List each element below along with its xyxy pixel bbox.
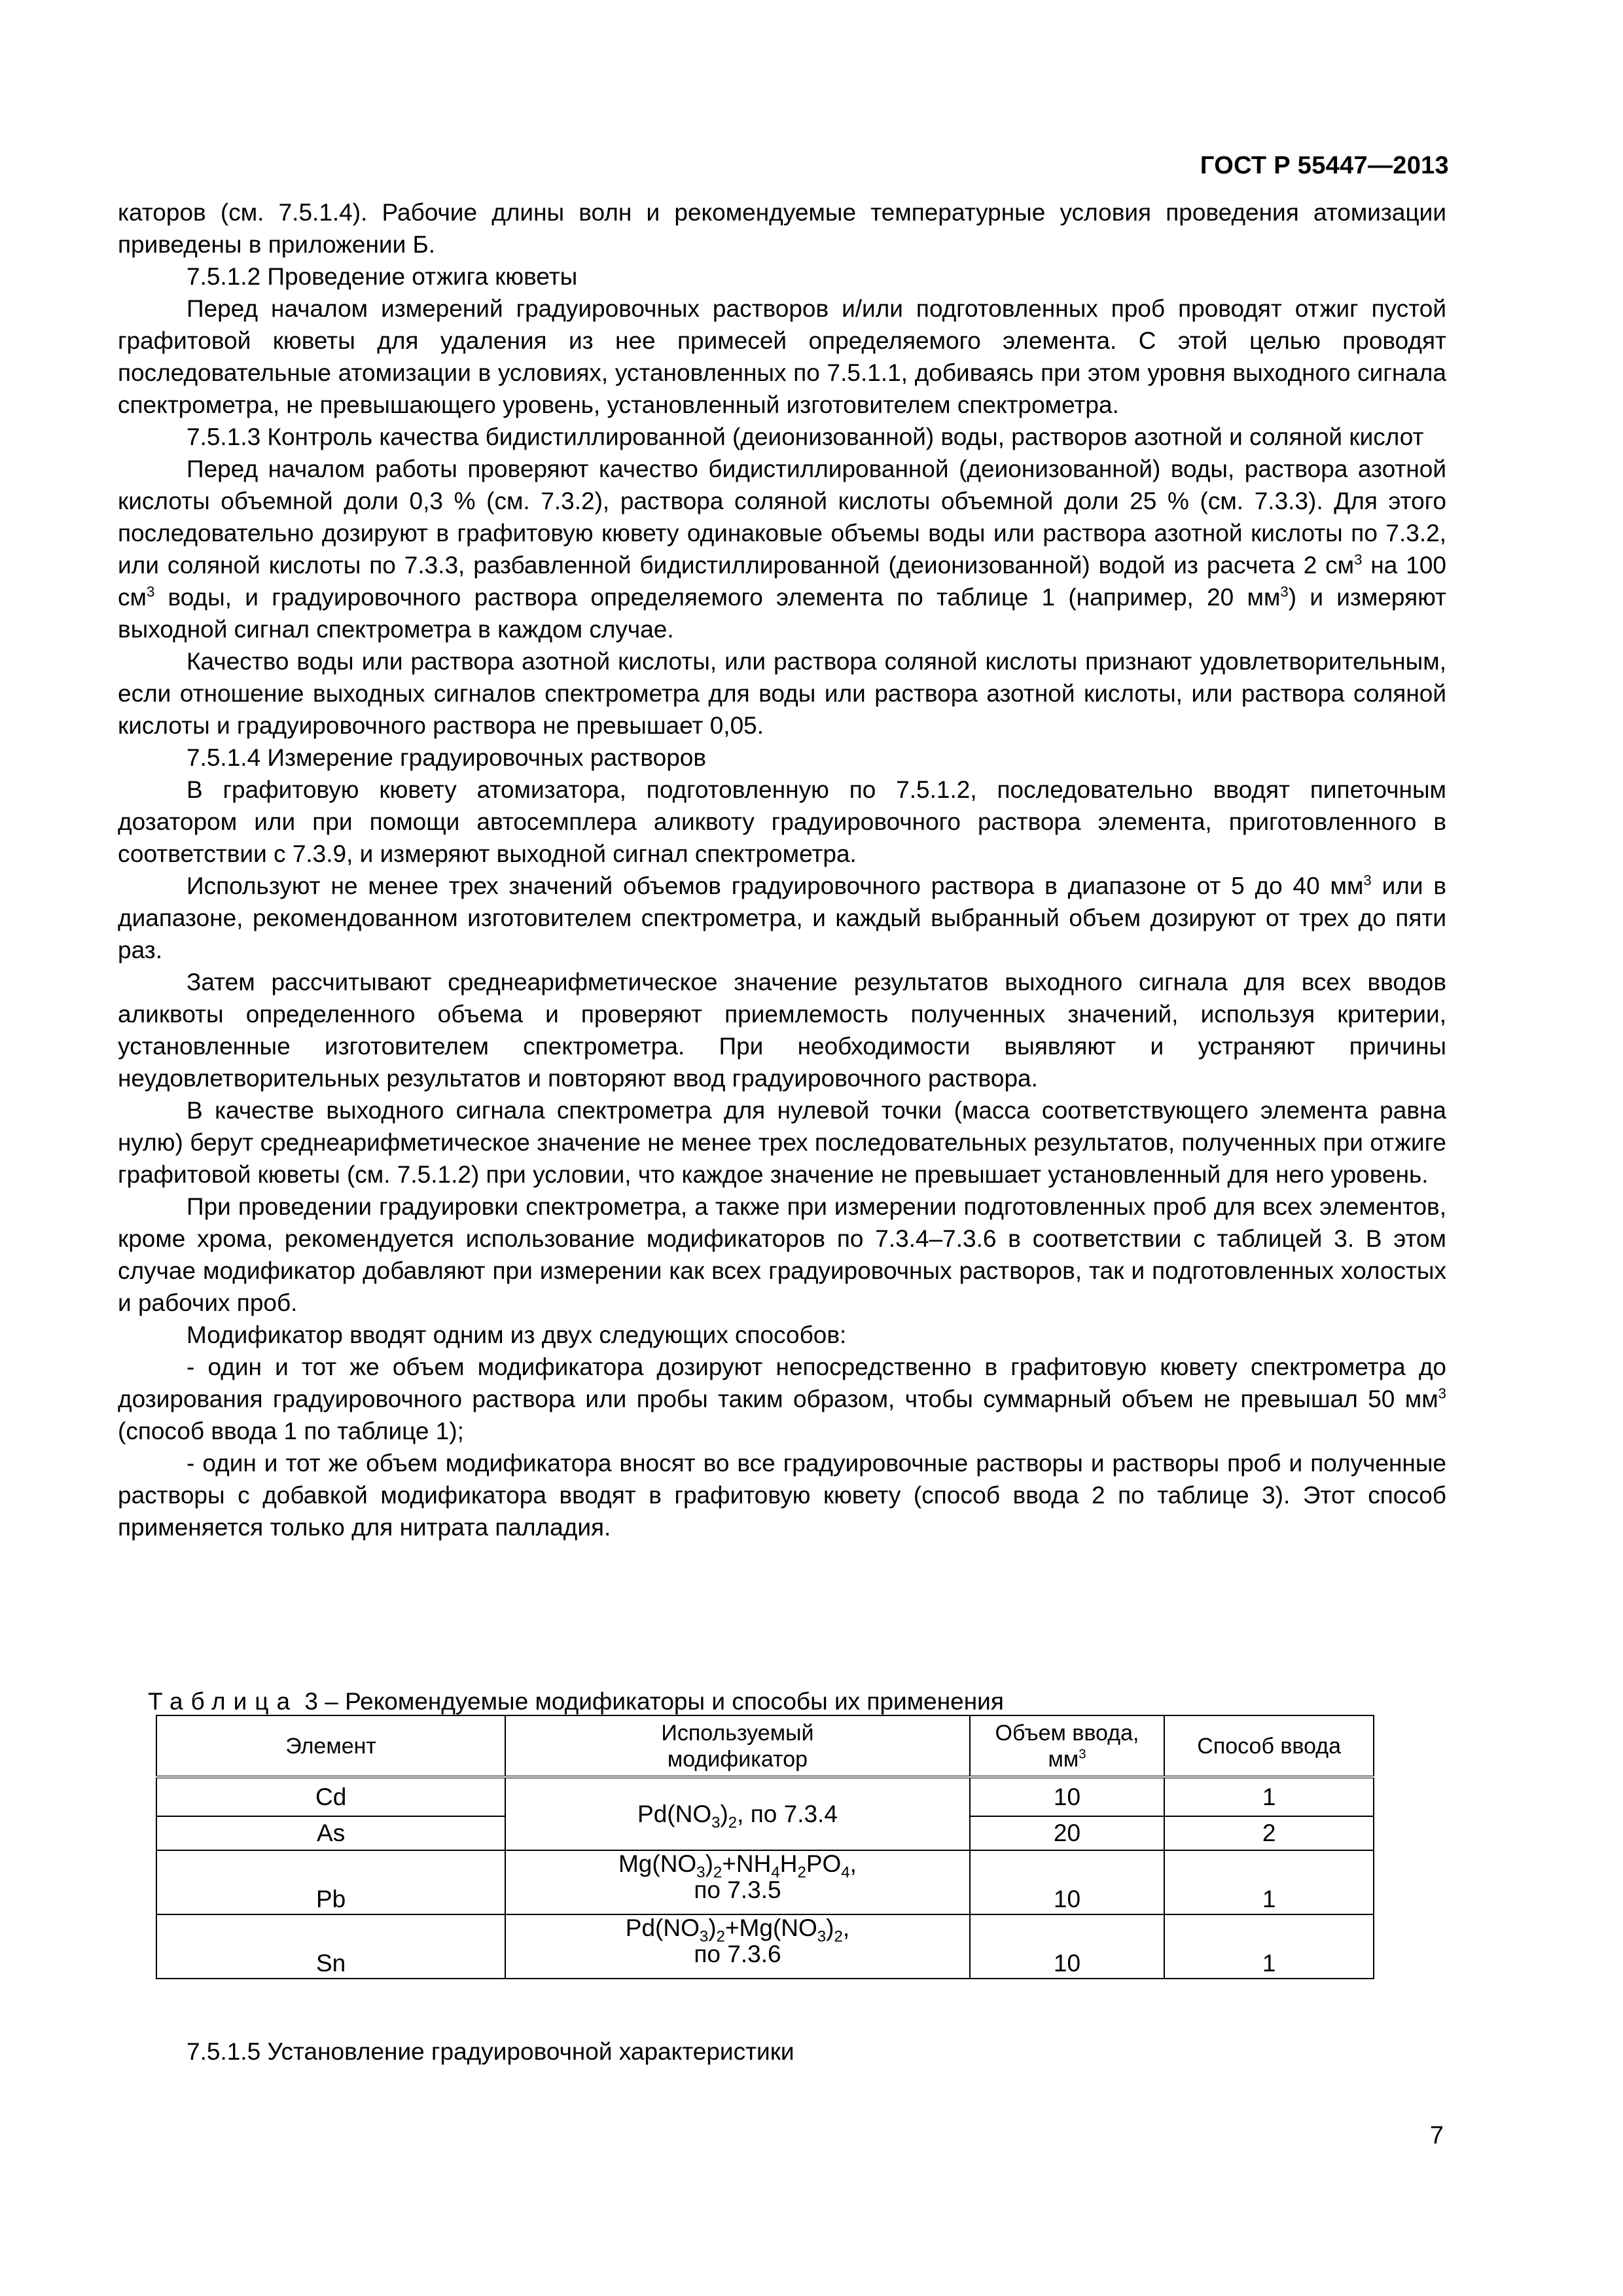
paragraph: каторов (см. 7.5.1.4). Рабочие длины волн и рекомендуемые температурные условия проведения атомизации приведены в приложении Б. xyxy=(118,199,1446,258)
section-heading: 7.5.1.2 Проведение отжига кюветы xyxy=(187,263,578,290)
section-heading: 7.5.1.5 Установление градуировочной характеристики xyxy=(187,2038,794,2065)
section-heading: 7.5.1.3 Контроль качества бидистиллированной (деионизованной) воды, растворов азотной и соляной кислот xyxy=(187,423,1424,450)
cell-method: 1 xyxy=(1164,1850,1374,1914)
cell-volume: 10 xyxy=(970,1850,1165,1914)
paragraph: Качество воды или раствора азотной кислоты, или раствора соляной кислоты признают удовлетворительным, если отношение выходных сигналов спектрометра для воды или раствора азотной кислоты, или раствора соляной кислоты и градуировочного раствора не превышает 0,05. xyxy=(118,648,1446,739)
paragraph: При проведении градуировки спектрометра, а также при измерении подготовленных проб для всех элементов, кроме хрома, рекомендуется использование модификаторов по 7.3.4–7.3.6 в соответствии с таблицей 3. В этом случае модификатор добавляют при измерении как всех градуировочных растворов, так и подготовленных холостых и рабочих проб. xyxy=(118,1193,1446,1316)
page-number: 7 xyxy=(1429,2122,1444,2149)
body-text xyxy=(118,196,1446,1543)
document-code-header: ГОСТ Р 55447—2013 xyxy=(1200,152,1449,179)
cell-element: As xyxy=(156,1816,505,1850)
table-header-row xyxy=(156,1715,1374,1777)
modifiers-table xyxy=(156,1715,1374,1979)
section-heading: 7.5.1.4 Измерение градуировочных растворов xyxy=(187,744,707,771)
cell-method: 2 xyxy=(1164,1816,1374,1850)
list-item: - один и тот же объем модификатора дозируют непосредственно в графитовую кювету спектрометра до дозирования градуировочного раствора или пробы таким образом, чтобы суммарный объем не превышал 50 $мм^3$ (способ ввода 1 по таблице 1); xyxy=(118,1354,1446,1444)
paragraph: В графитовую кювету атомизатора, подготовленную по 7.5.1.2, последовательно вводят пипеточным дозатором или при помощи автосемплера аликвоту градуировочного раствора элемента, приготовленного в соответствии с 7.3.9, и измеряют выходной сигнал спектрометра. xyxy=(118,776,1446,867)
header-volume: Объем ввода, $мм^3$ xyxy=(970,1715,1165,1777)
paragraph: Модификатор вводят одним из двух следующих способов: xyxy=(187,1321,847,1348)
table-row xyxy=(156,1777,1374,1816)
header-method: Способ ввода xyxy=(1164,1715,1374,1777)
paragraph: Перед началом работы проверяют качество бидистиллированной (деионизованной) воды, раствора азотной кислоты объемной доли 0,3 % (см. 7.3.2), раствора соляной кислоты объемной доли 25 % (см. 7.3.3). Для этого последовательно дозируют в графитовую кювету одинаковые объемы воды или раствора азотной кислоты по 7.3.2, или соляной кислоты по 7.3.3, разбавленной бидистиллированной (деионизованной) водой из расчета 2 $см^3$ на 100 $см^3$ воды, и градуировочного раствора определяемого элемента по таблице 1 (например, 20 $мм^3$) и измеряют выходной сигнал спектрометра в каждом случае. xyxy=(118,456,1446,643)
cell-method: 1 xyxy=(1164,1777,1374,1816)
paragraph: Используют не менее трех значений объемов градуировочного раствора в диапазоне от 5 до 40 $мм^3$ или в диапазоне, рекомендованном изготовителем спектрометра, и каждый выбранный объем дозируют от трех до пяти раз. xyxy=(118,872,1446,963)
list-item: - один и тот же объем модификатора вносят во все градуировочные растворы и растворы проб и полученные растворы с добавкой модификатора вводят в графитовую кювету (способ ввода 2 по таблице 3). Этот способ применяется только для нитрата палладия. xyxy=(118,1450,1446,1541)
paragraph: Затем рассчитывают среднеарифметическое значение результатов выходного сигнала для всех вводов аликвоты определенного объема и проверяют приемлемость полученных значений, используя критерии, установленные изготовителем спектрометра. При необходимости выявляют и устраняют причины неудовлетворительных результатов и повторяют ввод градуировочного раствора. xyxy=(118,969,1446,1092)
cell-modifier: $Mg(NO_3)_2+NH_4H_2PO_4$, по 7.3.5 xyxy=(505,1850,969,1914)
table-caption: Таблица 3 – Рекомендуемые модификаторы и способы их применения xyxy=(148,1688,1004,1715)
header-modifier: Используемый модификатор xyxy=(505,1715,969,1777)
cell-method: 1 xyxy=(1164,1914,1374,1979)
header-element: Элемент xyxy=(156,1715,505,1777)
table-row xyxy=(156,1914,1374,1979)
table-row xyxy=(156,1850,1374,1914)
cell-element: Pb xyxy=(156,1850,505,1914)
cell-modifier: $Pd(NO_3)_2$, по 7.3.4 xyxy=(505,1777,969,1850)
paragraph: Перед началом измерений градуировочных растворов и/или подготовленных проб проводят отжиг пустой графитовой кюветы для удаления из нее примесей определяемого элемента. С этой целью проводят последовательные атомизации в условиях, установленных по 7.5.1.1, добиваясь при этом уровня выходного сигнала спектрометра, не превышающего уровень, установленный изготовителем спектрометра. xyxy=(118,295,1446,418)
cell-volume: 20 xyxy=(970,1816,1165,1850)
paragraph: В качестве выходного сигнала спектрометра для нулевой точки (масса соответствующего элемента равна нулю) берут среднеарифметическое значение не менее трех последовательных результатов, полученных при отжиге графитовой кюветы (см. 7.5.1.2) при условии, что каждое значение не превышает установленный для него уровень. xyxy=(118,1097,1446,1188)
cell-element: Cd xyxy=(156,1777,505,1816)
cell-volume: 10 xyxy=(970,1914,1165,1979)
cell-element: Sn xyxy=(156,1914,505,1979)
cell-modifier: $Pd(NO_3)_2+Mg(NO_3)_2$, по 7.3.6 xyxy=(505,1914,969,1979)
cell-volume: 10 xyxy=(970,1777,1165,1816)
